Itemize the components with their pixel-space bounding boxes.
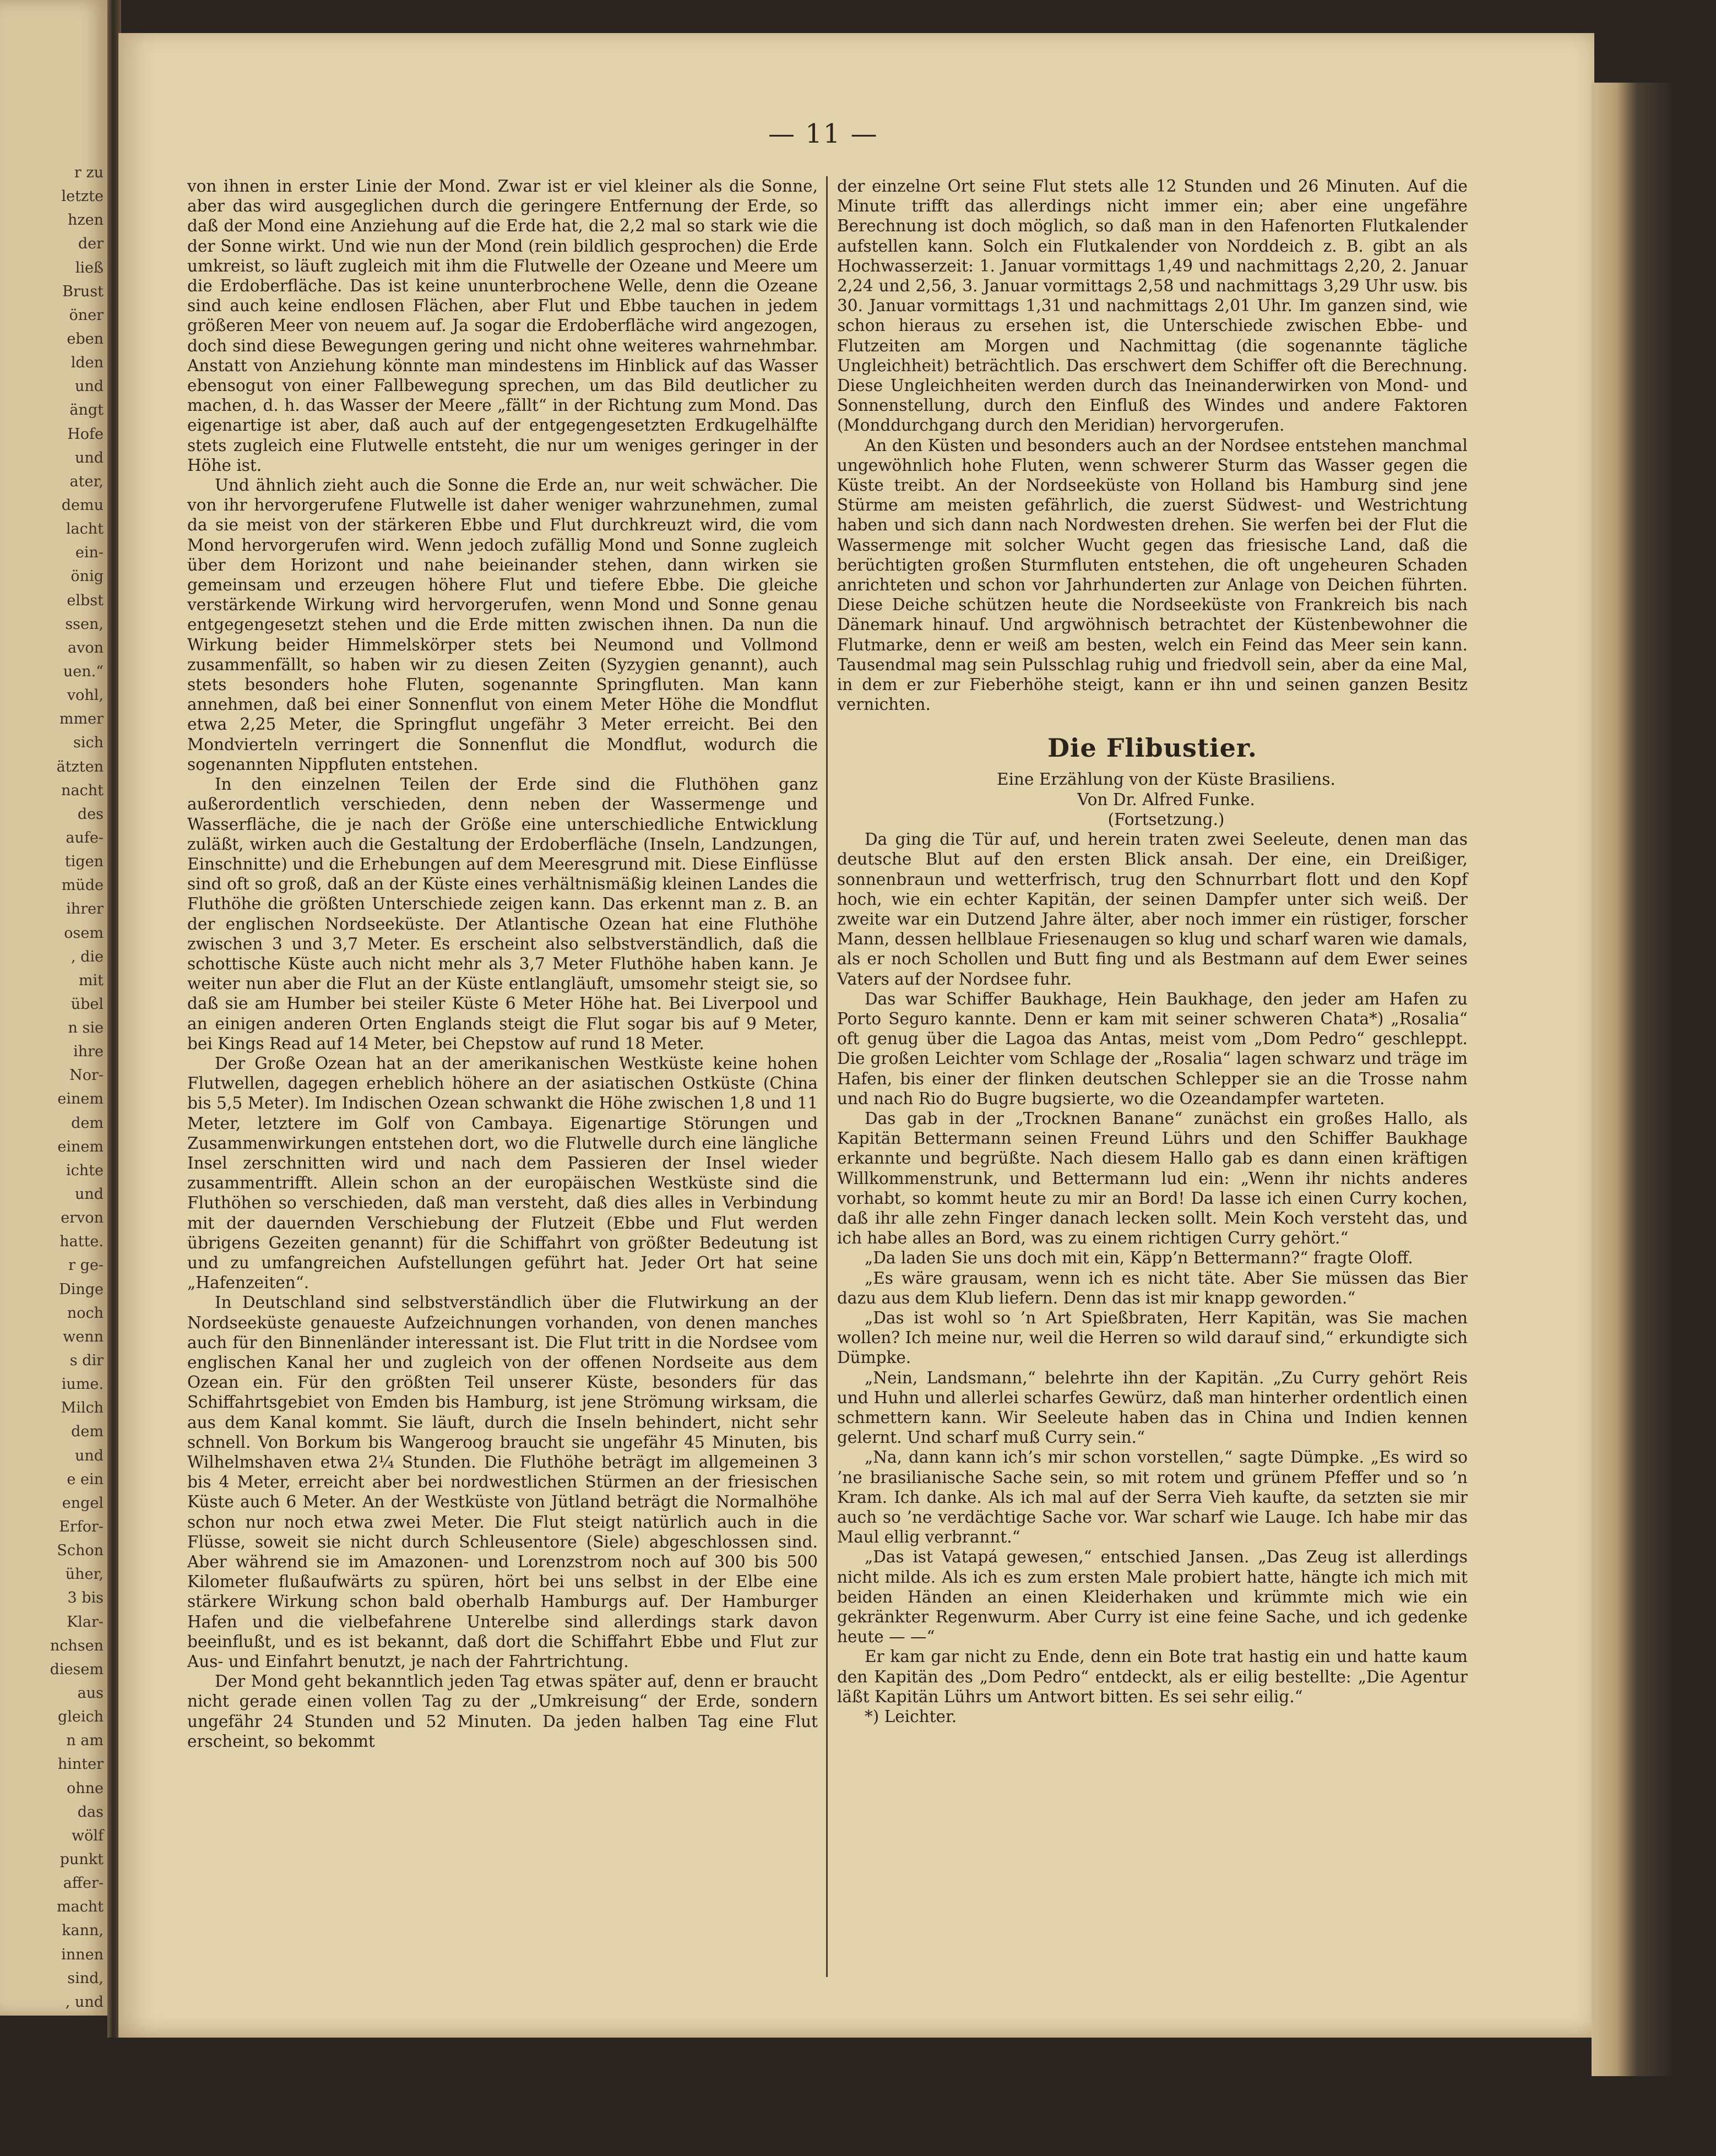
left-page-fragment: Hofe [67,425,104,443]
left-page-fragment: wölf [72,1827,104,1844]
left-page-fragment: lden [70,354,104,372]
left-page-fragment: und [74,1186,104,1203]
left-page-fragment: sind, [67,1969,104,1987]
left-page-fragment: s dir [69,1352,104,1370]
left-page-fragment: der [78,235,104,253]
left-page-fragment: Milch [61,1399,104,1417]
left-page-fragment: nchsen [50,1637,104,1654]
left-page-fragment: gleich [57,1708,104,1726]
left-page-fragment: lacht [66,520,104,538]
left-page-fragment: und [74,1447,104,1464]
paragraph: der einzelne Ort seine Flut stets alle 12 Stunden und 26 Minuten. Auf die Minute trifft das allerdings nicht immer ein; aber eine ungefähre Berechnung ist doch möglich, so daß man in den Hafenorten Flutkalender aufstellen kann. Solch ein Flutkalender von Norddeich z. B. gibt an als Hochwasserzeit: 1. Januar vormittags 1,49 und nachmittags 2,20, 2. Januar 2,24 und 2,56, 3. Januar vormittags 2,58 und nachmittags 3,29 Uhr usw. bis 30. Januar vormittags 1,31 und nachmittags 2,01 Uhr. Im ganzen sind, wie schon hieraus zu ersehen ist, die Unterschiede zwischen Ebbe- und Flutzeiten am Morgen und Nachmittag (die sogenannte tägliche Ungleichheit) beträchtlich. Das erschwert dem Schiffer oft die Berechnung. Diese Ungleichheiten werden durch das Ineinanderwirken von Mond- und Sonnenstellung, durch den Einfluß des Windes und andere Faktoren (Monddurchgang durch den Meridian) hervorgerufen. [837,177,1468,435]
left-page-fragment: letzte [61,188,104,205]
left-page-fragment: das [77,1803,104,1821]
left-page-fragment: Nor- [69,1067,104,1084]
left-page-fragment: vohl, [67,687,104,704]
column-divider [826,176,828,1977]
article-left-column [187,176,818,1751]
left-page-fragment: innen [61,1946,104,1963]
left-page-fragment: wenn [63,1328,104,1345]
paragraph: „Das ist Vatapá gewesen,“ entschied Jansen. „Das Zeug ist allerdings nicht milde. Als ich es zum ersten Male probiert hatte, hängte ich mich mit beiden Händen an einen Kleiderhaken und krümmte mich wie ein gekränkter Regenwurm. Aber Curry ist eine feine Sache, und ich gedenke heute — —“ [837,1547,1468,1647]
paragraph: Er kam gar nicht zu Ende, denn ein Bote trat hastig ein und hatte kaum den Kapitän des „Dom Pedro“ entdeckt, als er eilig bestellte: „Die Agentur läßt Kapitän Lührs um Antwort bitten. Es sei sehr eilig.“ [837,1647,1468,1706]
left-page-fragment: kann, [62,1922,104,1940]
paragraph: Das war Schiffer Baukhage, Hein Baukhage, den jeder am Hafen zu Porto Seguro kannte. Denn er kam mit seiner schweren Chata*) „Rosalia“ oft genug über die Lagoa das Antas, meist vom „Dom Pedro“ geschleppt. Die großen Leichter vom Schlage der „Rosalia“ lagen schwarz und träge im Hafen, bis einer der flinken deutschen Schlepper sie an die Trosse nahm und nach Rio do Bugre bugsierte, wo die Ozeandampfer warteten. [837,989,1468,1108]
article-right-column [837,176,1468,714]
left-page-fragment: ervon [61,1209,104,1227]
left-page-fragment: mmer [59,710,104,728]
left-page-fragment: und [74,449,104,466]
book-edge [1592,83,1674,2076]
left-page-fragment: Brust [62,283,104,300]
paragraph: Das gab in der „Trocknen Banane“ zunächst ein großes Hallo, als Kapitän Bettermann seinen Freund Lührs und den Schiffer Baukhage erkannte und begrüßte. Nach diesem Hallo gab es dann einen kräftigen Willkommenstrunk, und Bettermann lud ein: „Wenn ihr nichts anderes vorhabt, so kommt heute zu mir an Bord! Da lasse ich einen Curry kochen, daß ihr alle zehn Finger danach lecken sollt. Mein Koch versteht das, und ich habe alles an Bord, was zu einem richtigen Curry gehört.“ [837,1109,1468,1248]
left-page-fragment: ein- [75,544,104,562]
paragraph: „Na, dann kann ich’s mir schon vorstellen,“ sagte Dümpke. „Es wird so ’ne brasilianische Sache sein, so mit rotem und grünem Pfeffer und so ’n Kram. Ich danke. Als ich mal auf der Serra Vieh kaufte, da setzten sie mir auch so ’ne verdächtige Sache vor. War scharf wie Lauge. Ich habe mir das Maul ellig verbrannt.“ [837,1448,1468,1547]
left-page-fragment: önig [70,568,104,585]
left-page-fragment: mit [78,971,104,989]
left-page-fragment: punkt [59,1850,104,1868]
left-page-fragment: aufe- [66,829,104,846]
left-page-fragment: Dinge [59,1280,104,1298]
paragraph: „Nein, Landsmann,“ belehrte ihn der Kapitän. „Zu Curry gehört Reis und Huhn und allerlei scharfes Gewürz, daß man hinterher ordentlich einen schmettern kann. Wir Seeleute haben das in China und Indien kennen gelernt. Und scharf muß Curry sein.“ [837,1368,1468,1447]
left-page-fragment: Klar- [67,1613,104,1631]
left-page-fragment: avon [68,639,104,656]
paragraph: von ihnen in erster Linie der Mond. Zwar ist er viel kleiner als die Sonne, aber das wird ausgeglichen durch die geringere Entfernung der Erde, so daß der Mond eine Anziehung auf die Erde hat, die 2,2 mal so stark wie die der Sonne wirkt. Und wie nun der Mond (rein bildlich gesprochen) die Erde umkreist, so läuft zugleich mit ihm die Flutwelle der Ozeane und Meere um die Erdoberfläche. Das ist keine ununterbrochene Welle, denn die Ozeane sind auch keine endlosen Flächen, aber Flut und Ebbe tauchen in jedem größeren Meer von neuem auf. Ja sogar die Erdoberfläche wird angezogen, doch sind diese Bewegungen gering und nicht ohne weiteres wahrnehmbar. Anstatt von Anziehung könnte man mindestens im Hinblick auf das Wasser ebensogut von einer Fallbewegung sprechen, um das Bild deutlicher zu machen, d. h. das Wasser der Meere „fällt“ in der Richtung zum Mond. Das eigenartige ist aber, daß auch auf der entgegengesetzten Erdkugelhälfte stets zugleich eine Flutwelle entsteht, die nur um weniges geringer in der Höhe ist. [187,177,818,475]
footnote: *) Leichter. [865,1707,957,1726]
left-page-fragment: ihre [73,1043,104,1061]
left-page-fragment: diesem [50,1660,104,1678]
left-page-fragment: osem [64,924,104,942]
left-page-fragment: sich [73,734,104,752]
left-page-fragment: ohne [66,1779,104,1797]
left-page-fragment: dem [71,1423,104,1441]
left-page-fragment: nacht [61,781,104,799]
left-page-text-fragments [4,165,104,2010]
left-page-fragment: einem [57,1138,104,1155]
left-page-fragment: ihrer [66,900,104,918]
left-page-fragment: eben [67,330,104,347]
left-page-fragment: übel [70,995,104,1013]
left-page-fragment: n sie [68,1019,104,1037]
left-page-fragment: engel [62,1494,104,1512]
left-page-fragment: demu [61,496,104,514]
paragraph: An den Küsten und besonders auch an der Nordsee entstehen manchmal ungewöhnlich hohe Fluten, wenn schwerer Sturm das Wasser gegen die Küste treibt. An der Nordseeküste von Holland bis Hamburg sind jene Stürme am meisten gefährlich, die zuerst Südwest- und Westrichtung haben und sich dann nach Nordwesten drehen. Sie werfen bei der Flut die Wassermenge mit solcher Wucht gegen das friesische Land, daß die berüchtigten großen Sturmfluten entstehen, die oft ungeheuren Schaden anrichteten und schon vor Jahrhunderten zur Anlage von Deichen führten. Diese Deiche schützen heute die Nordseeküste von Frankreich bis nach Dänemark hinauf. Und argwöhnisch betrachtet der Küstenbewohner die Flutmarke, denn er weiß am besten, welch ein Feind das Meer sein kann. Tausendmal mag sein Pulsschlag ruhig und friedvoll sein, aber da eine Mal, in dem er zur Fieberhöhe steigt, kann er ihn und seinen ganzen Besitz vernichten. [837,436,1468,714]
paragraph: In den einzelnen Teilen der Erde sind die Fluthöhen ganz außerordentlich verschieden, denn neben der Wassermenge und Wasserfläche, die je nach der Größe eine unterschiedliche Entwicklung zuläßt, wirken auch die Gestaltung der Erdoberfläche (Inseln, Landzungen, Einschnitte) und die Erhebungen auf dem Meeresgrund mit. Diese Einflüsse sind oft so groß, daß an der Küste eines verhältnismäßig kleinen Landes die Fluthöhe die größten Unterschiede zeigen kann. Das erkennt man z. B. an der englischen Nordseeküste. Der Atlantische Ozean hat eine Fluthöhe zwischen 3 und 3,7 Meter. Es erscheint also selbstverständlich, daß die schottische Küste auch nicht mehr als 3,7 Meter Fluthöhe haben kann. Je weiter nun aber die Flut an der Küste entlangläuft, umsomehr steigt sie, so daß sie am Humber bei steiler Küste 6 Meter Höhe hat. Bei Liverpool und an einigen anderen Orten Englands steigt die Flut sogar bis auf 9 Meter, bei Kings Read auf 14 Meter, bei Chepstow auf rund 18 Meter. [187,775,818,1053]
left-page-fragment: aus [77,1685,104,1702]
left-page-fragment: noch [67,1304,104,1322]
left-page-fragment: ater, [69,473,104,490]
left-page-fragment: macht [56,1898,104,1916]
left-page-fragment: 3 bis [67,1589,104,1607]
left-page-fragment: Schon [57,1542,104,1560]
paragraph: „Da laden Sie uns doch mit ein, Käpp’n Bettermann?“ fragte Oloff. [865,1248,1413,1268]
left-page-fragment: ließ [75,259,104,276]
paragraph: „Das ist wohl so ’n Art Spießbraten, Herr Kapitän, was Sie machen wollen? Ich meine nur, weil die Herren so wild darauf sind,“ erkundigte sich Dümpke. [837,1308,1468,1367]
left-page-fragment: hinter [57,1756,104,1773]
left-page-fragment: und [74,378,104,395]
left-page-fragment: Erfor- [59,1518,104,1536]
story-continuation-note: (Fortsetzung.) [1107,810,1225,829]
left-page-fragment: elbst [67,591,104,609]
paragraph: Der Mond geht bekanntlich jeden Tag etwas später auf, denn er braucht nicht gerade einen vollen Tag zu der „Umkreisung“ der Erde, sondern ungefähr 24 Stunden und 52 Minuten. Da jeden halben Tag eine Flut erscheint, so bekommt [187,1672,818,1751]
right-column [837,176,1468,1726]
left-page-fragment: uen.“ [63,662,104,680]
left-page-fragment: üher, [65,1566,104,1583]
story-author: Von Dr. Alfred Funke. [1077,790,1255,809]
left-page-fragment: e ein [67,1470,104,1488]
left-page-fragment: dem [71,1114,104,1132]
left-page-fragment: ssen, [65,615,104,633]
left-page-fragment: r ge- [68,1257,104,1274]
paragraph: Da ging die Tür auf, und herein traten zwei Seeleute, denen man das deutsche Blut auf den ersten Blick ansah. Der eine, ein Dreißiger, sonnenbraun und wetterfrisch, trug den Schnurrbart flott und den Kopf hoch, wie ein echter Kapitän, der seinen Dampfer unter sich weiß. Der zweite war ein Dutzend Jahre älter, aber noch immer ein rüstiger, forscher Mann, dessen hellblaue Friesenaugen so klug und scharf waren wie damals, als er noch Schollen und Butt fing und als Bestmann auf dem Ewer seines Vaters auf der Nordsee fuhr. [837,830,1468,989]
story-body [837,829,1468,1707]
left-page-fragment: , die [70,948,104,965]
left-page-fragment: hatte. [59,1233,104,1251]
left-page-fragment: , und [65,1993,104,2011]
left-page-fragment: ängt [69,401,104,419]
left-page-fragment: r zu [74,164,104,181]
left-page-fragment: öner [69,306,104,324]
paragraph: „Es wäre grausam, wenn ich es nicht täte. Aber Sie müssen das Bier dazu aus dem Klub liefern. Denn das ist mir knapp geworden.“ [837,1268,1468,1307]
paragraph: Der Große Ozean hat an der amerikanischen Westküste keine hohen Flutwellen, dagegen erheblich höhere an der asiatischen Ostküste (China bis 5,5 Meter). Im Indischen Ozean schwankt die Höhe zwischen 1,8 und 11 Meter, letztere im Golf von Cambaya. Eigenartige Störungen und Zusammenwirkungen entstehen dort, wo die Flutwelle durch eine längliche Insel zerschnitten wird und nach dem Passieren der Insel wieder zusammentrifft. Allein schon an der europäischen Westküste sind die Fluthöhen so verschieden, daß man versteht, daß dies alles in Verbindung mit der dauernden Verschiebung der Flutzeit (Ebbe und Flut werden übrigens Gezeiten genannt) für die Schiffahrt von größter Bedeutung ist und zu umfangreichen Aufstellungen geführt hat. Jeder Ort hat seine „Hafenzeiten“. [187,1053,818,1292]
left-page-fragment: ätzten [56,758,104,775]
left-page-fragment: hzen [68,211,104,229]
left-page-fragment: des [77,805,104,823]
left-page-fragment: n am [66,1732,104,1750]
left-page-fragment: einem [57,1090,104,1108]
paragraph: In Deutschland sind selbstverständlich über die Flutwirkung an der Nordseeküste genaueste Aufzeichnungen vorhanden, von denen manches auch für den Binnenländer interessant ist. Die Flut tritt in die Nordsee vom englischen Kanal her und zugleich von der offenen Nordseite aus dem Ozean ein. Für den größten Teil unserer Küste, besonders für das Schiffahrtsgebiet von Emden bis Hamburg, ist jene Strömung wirksam, die aus dem Kanal kommt. Sie läuft, durch die Inseln behindert, nicht sehr schnell. Von Borkum bis Wangeroog braucht sie ungefähr 45 Minuten, bis Wilhelmshaven etwa 2¼ Stunden. Die Fluthöhe beträgt im allgemeinen 3 bis 4 Meter, erreicht aber bei nordwestlichen Stürmen an der friesischen Küste auch 6 Meter. An der Westküste von Jütland beträgt die Normalhöhe schon nur noch etwa zwei Meter. Die Flut steigt natürlich auch in die Flüsse, soweit sie nicht durch Schleusentore (Siele) abgeschlossen sind. Aber während sie im Amazonen- und Lorenzstrom noch auf 300 bis 500 Kilometer flußaufwärts zu spüren, hört bei uns selbst in der Elbe eine stärkere Wirkung schon bald oberhalb Hamburgs auf. Der Hamburger Hafen und die vielbefahrene Unterelbe sind allerdings stark davon beeinflußt, und es ist bekannt, daß dort die Schiffahrt Ebbe und Flut zur Aus- und Einfahrt benutzt, je nach der Fahrtrichtung. [187,1293,818,1671]
paragraph: Und ähnlich zieht auch die Sonne die Erde an, nur weit schwächer. Die von ihr hervorgerufene Flutwelle ist daher weniger wahrzunehmen, zumal da sie meist von der stärkeren Ebbe und Flut durchkreuzt wird, die vom Mond hervorgerufen wird. Wenn jedoch zufällig Mond und Sonne zugleich über dem Horizont und nahe beieinander stehen, dann wirken sie gemeinsam und erzeugen höhere Flut und tiefere Ebbe. Die gleiche verstärkende Wirkung wird hervorgerufen, wenn Mond und Sonne genau entgegengesetzt stehen und die Erde mitten zwischen ihnen. Da nun die Wirkung beider Himmelskörper stets bei Neumond und Vollmond zusammenfällt, so haben wir zu diesen Zeiten (Syzygien genannt), auch stets besonders hohe Fluten, sogenannte Springfluten. Man kann annehmen, daß bei einer Sonnenflut von einem Meter Höhe die Mondflut etwa 2,25 Meter, die Springflut ungefähr 3 Meter erreicht. Bei den Mondvierteln verringert die Sonnenflut die Mondflut, wodurch die sogenannten Nippfluten entstehen. [187,476,818,774]
left-page-fragment: ichte [66,1161,104,1179]
left-page-fragment: affer- [63,1875,104,1892]
left-page-fragment: iume. [61,1376,104,1393]
page-number: — 11 — [768,118,878,149]
story-title: Die Flibustier. [1047,733,1257,763]
story-subtitle: Eine Erzählung von der Küste Brasiliens. [997,770,1335,789]
left-page-fragment: tigen [64,853,104,871]
left-page-fragment: müde [61,877,104,894]
